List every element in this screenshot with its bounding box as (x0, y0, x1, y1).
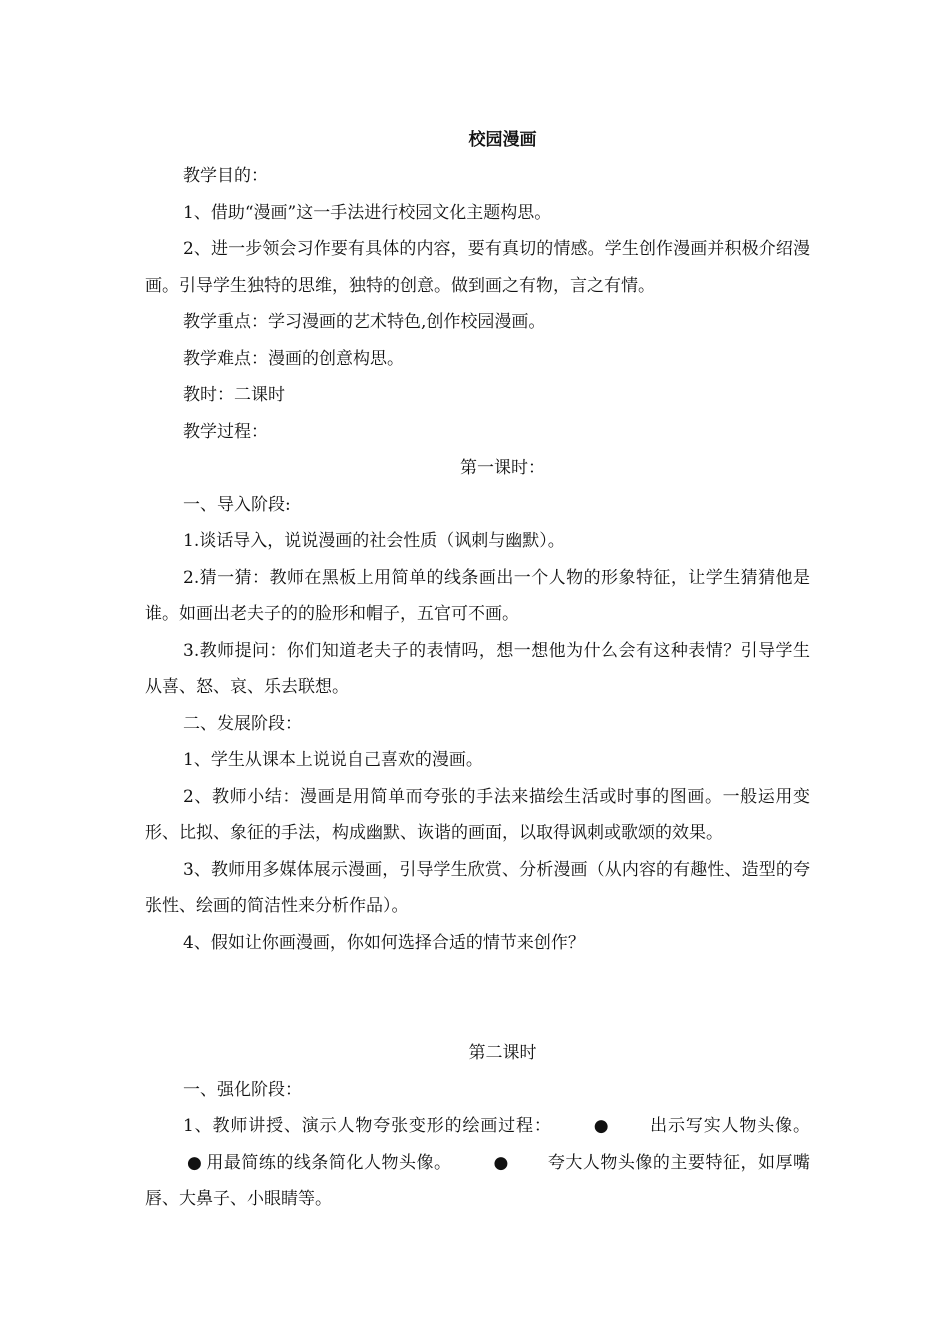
lesson1-stage1-item: 3.教师提问：你们知道老夫子的表情吗，想一想他为什么会有这种表情？引导学生从喜、怒、哀、乐去联想。 (145, 640, 810, 697)
bullet-icon: ● (493, 1152, 509, 1173)
lesson1-stage2-item: 4、假如让你画漫画，你如何选择合适的情节来创作？ (183, 932, 585, 953)
lesson1-stage2-heading: 二、发展阶段： (183, 713, 302, 734)
lesson1-stage2-item: 1、学生从课本上说说自己喜欢的漫画。 (183, 750, 483, 770)
lesson2-heading: 第二课时 (468, 1043, 537, 1063)
lesson1-heading: 第一课时： (460, 458, 545, 478)
objective-1: 1、借助“漫画”这一手法进行校园文化主题构思。 (183, 202, 552, 223)
bullet-text-1: 出示写实人物头像。 (650, 1116, 810, 1136)
lesson1-stage1-item: 1.谈话导入，说说漫画的社会性质（讽刺与幽默）。 (183, 531, 565, 551)
bullet-icon: ● (187, 1152, 202, 1173)
process-heading: 教学过程： (183, 421, 268, 442)
section-spacer (145, 961, 810, 1035)
lesson1-stage1-item: 2.猜一猜：教师在黑板上用简单的线条画出一个人物的形象特征，让学生猜猜他是谁。如画出老夫子的的脸形和帽子，五官可不画。 (145, 567, 810, 624)
teaching-difficulty: 教学难点：漫画的创意构思。 (183, 348, 404, 369)
bullet-text-3: 夸大人物头像的主要特征，如厚嘴唇、大鼻子、小眼睛等。 (145, 1152, 811, 1209)
lesson2-stage1-heading: 一、强化阶段： (183, 1079, 302, 1100)
lesson1-stage1-heading: 一、导入阶段: (183, 494, 291, 515)
bullet-icon: ● (593, 1116, 609, 1136)
lesson2-item-1-lead: 1、教师讲授、演示人物夸张变形的绘画过程： (183, 1116, 552, 1136)
lesson1-stage2-item: 2、教师小结：漫画是用简单而夸张的手法来描绘生活或时事的图画。一般运用变形、比拟、象征的手法，构成幽默、诙谐的画面，以取得讽刺或歌颂的效果。 (145, 786, 810, 843)
teaching-focus: 教学重点：学习漫画的艺术特色,创作校园漫画。 (183, 312, 546, 332)
lesson1-stage2-item: 3、教师用多媒体展示漫画，引导学生欣赏、分析漫画（从内容的有趣性、造型的夸张性、绘画的简洁性来分析作品）。 (145, 859, 810, 916)
objective-2: 2、进一步领会习作要有具体的内容，要有真切的情感。学生创作漫画并积极介绍漫画。引导学生独特的思维，独特的创意。做到画之有物，言之有情。 (145, 239, 810, 296)
objectives-heading: 教学目的： (183, 166, 268, 186)
class-hours: 教时：二课时 (183, 385, 285, 405)
document-title: 校园漫画 (468, 130, 537, 150)
bullet-text-2: 用最简练的线条简化人物头像。 (205, 1152, 452, 1173)
document-body (145, 122, 810, 1218)
lesson2-item-1 (145, 1108, 810, 1218)
